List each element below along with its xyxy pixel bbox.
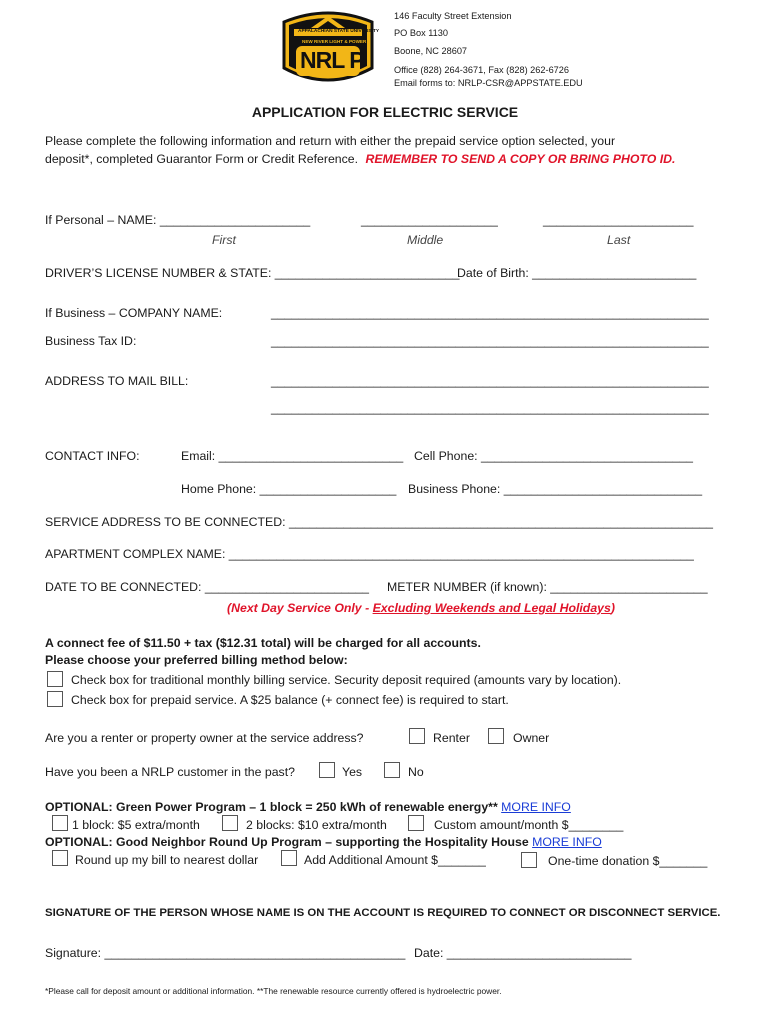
header-phone: Office (828) 264-3671, Fax (828) 262-6726: [394, 65, 570, 75]
signature-field[interactable]: Signature: ____________________________________________: [45, 946, 406, 960]
green-power-heading: [45, 800, 571, 814]
name-last-field[interactable]: ______________________: [543, 213, 694, 227]
green-custom-amount-field[interactable]: Custom amount/month $________: [434, 818, 624, 832]
prepaid-billing-label: Check box for prepaid service. A $25 balance (+ connect fee) is required to start.: [71, 693, 509, 707]
monthly-billing-label: Check box for traditional monthly billing service. Security deposit required (amounts vary by location).: [71, 673, 622, 687]
drivers-license-field[interactable]: DRIVER’S LICENSE NUMBER & STATE: ___________________________: [45, 266, 460, 280]
green-1-block-checkbox[interactable]: [52, 815, 68, 831]
photo-id-reminder: REMEMBER TO SEND A COPY OR BRING PHOTO ID.: [365, 152, 676, 166]
email-field[interactable]: Email: ___________________________: [181, 449, 404, 463]
company-name-field[interactable]: ________________________________________________________________: [271, 306, 709, 320]
green-2-blocks-checkbox[interactable]: [222, 815, 238, 831]
renter-checkbox[interactable]: [409, 728, 425, 744]
name-middle-field[interactable]: ____________________: [361, 213, 498, 227]
prepaid-billing-checkbox[interactable]: [47, 691, 63, 707]
renter-label: Renter: [433, 731, 470, 745]
next-day-suffix: ): [610, 601, 615, 615]
round-up-label: Round up my bill to nearest dollar: [75, 853, 259, 867]
green-custom-checkbox[interactable]: [408, 815, 424, 831]
apartment-complex-field[interactable]: APARTMENT COMPLEX NAME: ____________________________________________________________________: [45, 547, 694, 561]
round-up-checkbox[interactable]: [52, 850, 68, 866]
business-tax-label: Business Tax ID:: [45, 334, 137, 348]
round-up-more-info-link[interactable]: MORE INFO: [532, 835, 602, 849]
connect-fee-text: A connect fee of $11.50 + tax ($12.31 total) will be charged for all accounts.: [45, 636, 481, 650]
green-power-title: OPTIONAL: Green Power Program – 1 block = 250 kWh of renewable energy**: [45, 800, 498, 814]
mail-address-line-2[interactable]: ________________________________________________________________: [271, 401, 709, 415]
additional-amount-checkbox[interactable]: [281, 850, 297, 866]
owner-label: Owner: [513, 731, 550, 745]
header-email: Email forms to: NRLP-CSR@APPSTATE.EDU: [394, 78, 583, 88]
intro-text: deposit*, completed Guarantor Form or Credit Reference.: [45, 152, 359, 166]
business-tax-field[interactable]: ________________________________________________________________: [271, 334, 709, 348]
intro-line-2: [45, 152, 675, 166]
additional-amount-field[interactable]: Add Additional Amount $_______: [304, 853, 486, 867]
service-address-field[interactable]: SERVICE ADDRESS TO BE CONNECTED: ______________________________________________________________: [45, 515, 713, 529]
renter-owner-question: Are you a renter or property owner at the service address?: [45, 731, 364, 745]
home-phone-field[interactable]: Home Phone: ____________________: [181, 482, 397, 496]
middle-caption: Middle: [407, 233, 444, 247]
next-day-exclusions: Excluding Weekends and Legal Holidays: [372, 601, 611, 615]
contact-info-label: CONTACT INFO:: [45, 449, 140, 463]
last-caption: Last: [607, 233, 631, 247]
header-address-3: Boone, NC 28607: [394, 46, 468, 56]
owner-checkbox[interactable]: [488, 728, 504, 744]
green-2-blocks-label: 2 blocks: $10 extra/month: [246, 818, 387, 832]
one-time-donation-field[interactable]: One-time donation $_______: [548, 854, 708, 868]
page-title: APPLICATION FOR ELECTRIC SERVICE: [251, 104, 519, 120]
green-1-block-label: 1 block: $5 extra/month: [72, 818, 200, 832]
next-day-prefix: (Next Day Service Only -: [227, 601, 373, 615]
one-time-donation-checkbox[interactable]: [521, 852, 537, 868]
date-to-connect-field[interactable]: DATE TO BE CONNECTED: ________________________: [45, 580, 370, 594]
yes-label: Yes: [342, 765, 363, 779]
mail-address-label: ADDRESS TO MAIL BILL:: [45, 374, 189, 388]
name-first-field[interactable]: If Personal – NAME: ______________________: [45, 213, 311, 227]
mail-address-line-1[interactable]: ________________________________________________________________: [271, 374, 709, 388]
logo-top-text: APPALACHIAN STATE UNIVERSITY: [298, 29, 380, 34]
signature-date-field[interactable]: Date: ___________________________: [414, 946, 632, 960]
no-label: No: [408, 765, 424, 779]
logo-mid-text: NEW RIVER LIGHT & POWER: [302, 39, 367, 44]
date-of-birth-field[interactable]: Date of Birth: ________________________: [457, 266, 697, 280]
header-address-2: PO Box 1130: [394, 28, 448, 38]
intro-line-1: Please complete the following information and return with either the prepaid service option selected, your: [45, 134, 616, 148]
monthly-billing-checkbox[interactable]: [47, 671, 63, 687]
green-power-more-info-link[interactable]: MORE INFO: [501, 800, 571, 814]
past-customer-yes-checkbox[interactable]: [319, 762, 335, 778]
meter-number-field[interactable]: METER NUMBER (if known): _______________________: [387, 580, 708, 594]
company-name-label: If Business – COMPANY NAME:: [45, 306, 223, 320]
business-phone-field[interactable]: Business Phone: _____________________________: [408, 482, 703, 496]
next-day-notice: [227, 601, 615, 615]
cell-phone-field[interactable]: Cell Phone: _______________________________: [414, 449, 693, 463]
logo-wordmark: NRL P: [300, 47, 364, 73]
past-customer-question: Have you been a NRLP customer in the past?: [45, 765, 295, 779]
first-caption: First: [212, 233, 236, 247]
header-address-1: 146 Faculty Street Extension: [394, 11, 512, 21]
signature-notice: SIGNATURE OF THE PERSON WHOSE NAME IS ON THE ACCOUNT IS REQUIRED TO CONNECT OR DISCONNECT SERVICE.: [45, 907, 721, 919]
round-up-title: OPTIONAL: Good Neighbor Round Up Program – supporting the Hospitality House: [45, 835, 529, 849]
billing-method-heading: Please choose your preferred billing method below:: [45, 653, 348, 667]
nrlp-logo: [276, 8, 380, 90]
round-up-heading: [45, 835, 602, 849]
footnote: *Please call for deposit amount or additional information. **The renewable resource currently offered is hydroelectric power.: [45, 986, 502, 996]
past-customer-no-checkbox[interactable]: [384, 762, 400, 778]
